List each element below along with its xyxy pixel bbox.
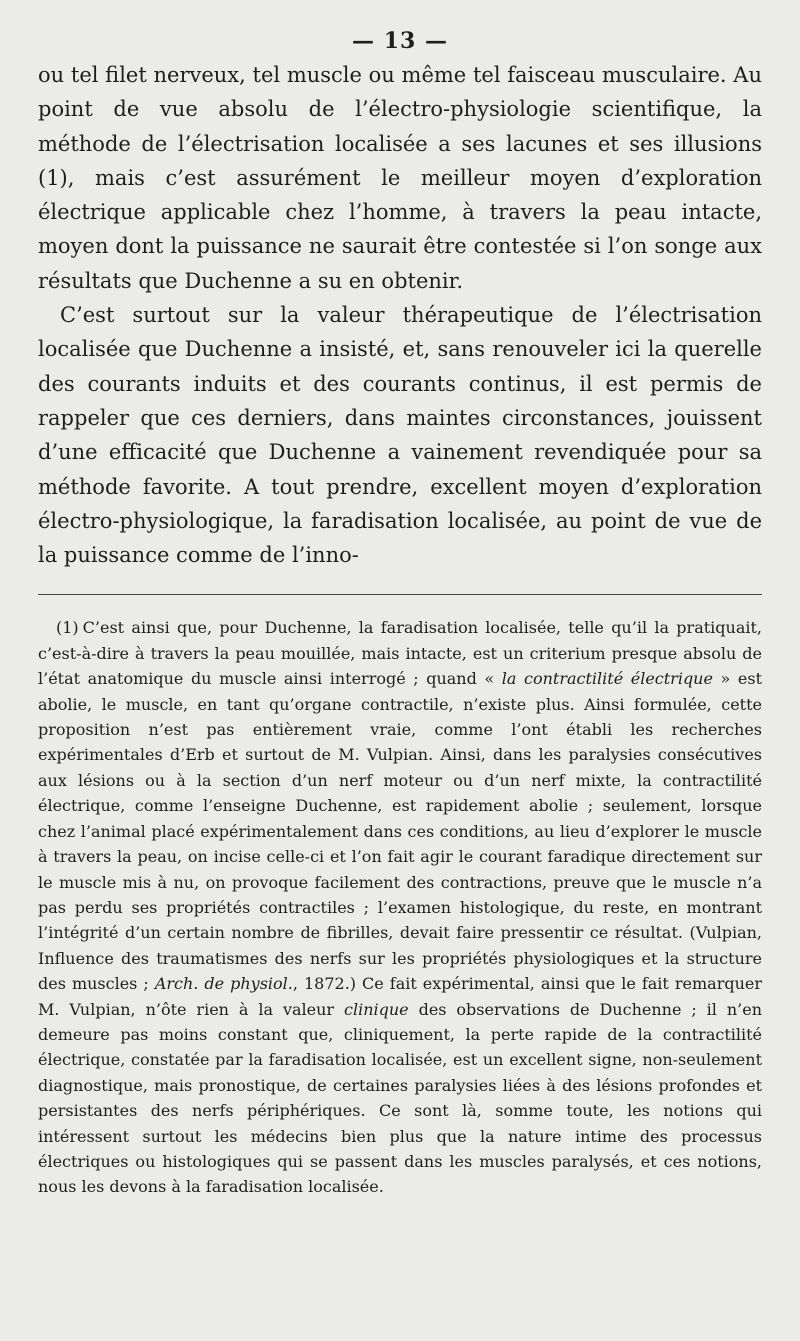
footnote-italic: clinique <box>344 999 409 1019</box>
footnote-italic: Arch. de physiol. <box>154 974 293 994</box>
footnote-text: , 1872.) Ce fait expérimental, ainsi que le fait remarquer M. Vulpian, n’ôte rien à la valeur <box>38 974 763 1019</box>
footnote <box>38 615 762 1199</box>
body-paragraph: C’est surtout sur la valeur thérapeutique de l’électrisation localisée que Duchenne a insisté, et, sans renouveler ici la querelle des courants induits et des courants continus, il est permis de rappeler que ces derniers, dans maintes circonstances, jouissent d’une efficacité que Duchenne a vainement revendiquée pour sa méthode favorite. A tout prendre, excellent moyen d’exploration électro-physiologique, la faradisation localisée, au point de vue de la puissance comme de l’inno- <box>38 303 762 568</box>
footnote-text: C’est ainsi que, pour Duchenne, la faradisation localisée, telle qu’il la pratiquait, c’est-à-dire à travers la peau mouillée, mais intacte, est un criterium presque absolu de l’état anatomique du muscle ainsi interrogé ; quand « <box>38 618 762 689</box>
footnote-marker: (1) <box>56 618 79 638</box>
footnote-separator <box>38 594 762 595</box>
footnote-text: des observations de Duchenne ; il n’en demeure pas moins constant que, cliniquement, la perte rapide de la contractilité électrique, constatée par la faradisation localisée, est un excellent signe, non-seulement diagnostique, mais pronostique, de certaines paralysies liées à des lésions profondes et persistantes des nerfs périphériques. Ce sont là, somme toute, les notions qui intéressent surtout les médecins bien plus que la nature intime des processus électriques ou histologiques qui se passent dans les muscles paralysés, et ces notions, nous les devons à la faradisation localisée. <box>38 999 762 1197</box>
page-number: — 13 — <box>352 28 448 54</box>
body-paragraph: ou tel filet nerveux, tel muscle ou même tel faisceau musculaire. Au point de vue absolu de l’électro-physiologie scientifique, la méthode de l’électrisation localisée a ses lacunes et ses illusions (1), mais c’est assurément le meilleur moyen d’exploration électrique applicable chez l’homme, à travers la peau intacte, moyen dont la puissance ne saurait être contestée si l’on songe aux résultats que Duchenne a su en obtenir. <box>38 63 762 293</box>
footnote-text: » est abolie, le muscle, en tant qu’organe contractile, n’existe plus. Ainsi formulée, cette proposition n’est pas entièrement vraie, comme l’ont établi les recherches expérimentales d’Erb et surtout de M. Vulpian. Ainsi, dans les paralysies consécutives aux lésions ou à la section d’un nerf moteur ou d’un nerf mixte, la contractilité électrique, comme l’enseigne Duchenne, est rapidement abolie ; seulement, lorsque chez l’animal placé expérimentalement dans ces conditions, au lieu d’explorer le muscle à travers la peau, on incise celle-ci et l’on fait agir le courant faradique directement sur le muscle mis à nu, on provoque facilement des contractions, preuve que le muscle n’a pas perdu ses propriétés contractiles ; l’examen histologique, du reste, en montrant l’intégrité d’un certain nombre de fibrilles, devait faire pressentir ce résultat. (Vulpian, Influence des traumatismes des nerfs sur les propriétés physiologiques et la structure des muscles ; <box>38 669 763 994</box>
footnote-italic: la contractilité électrique <box>501 669 713 689</box>
main-text <box>38 58 762 572</box>
footnote-paragraph <box>38 615 762 1199</box>
